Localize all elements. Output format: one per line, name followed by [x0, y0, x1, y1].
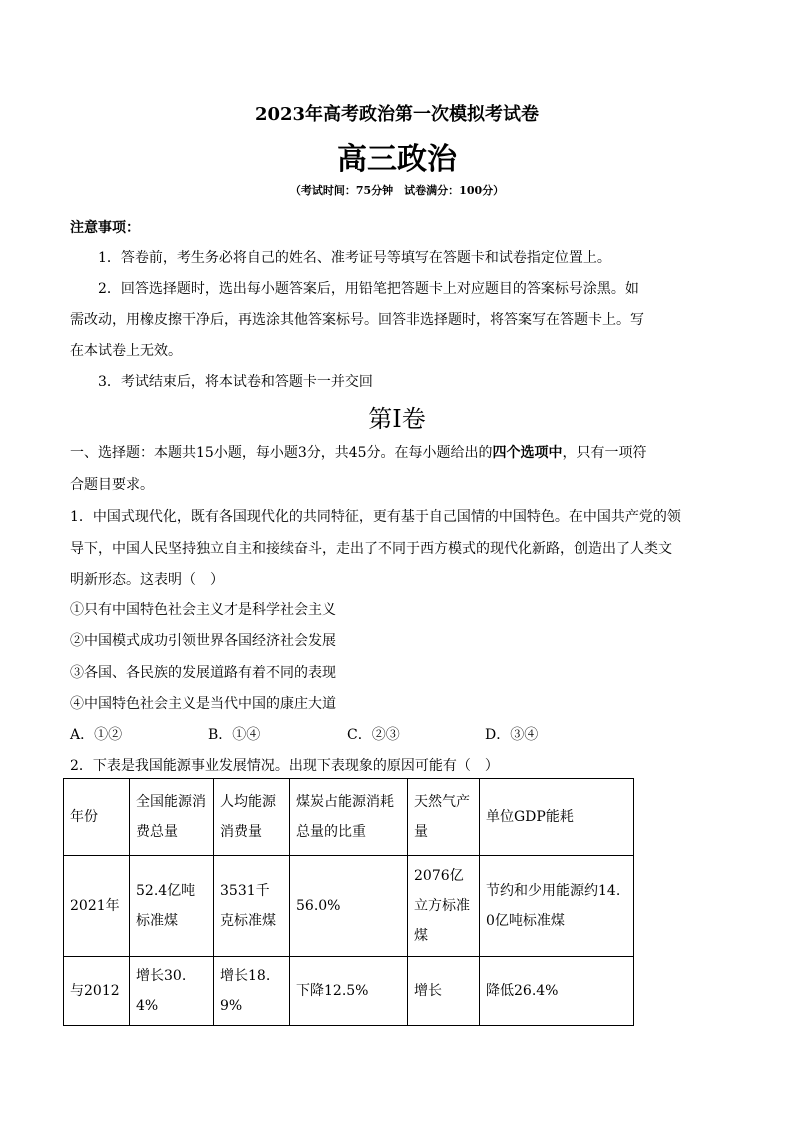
part-title: 第Ⅰ卷 [368, 405, 426, 433]
q1-option-4: ④中国特色社会主义是当代中国的康庄大道 [70, 696, 336, 712]
q1-choice-d: D．③④ [485, 727, 539, 743]
table-cell: 2021年 [64, 856, 130, 957]
table-cell: 降低26.4% [480, 957, 634, 1026]
section-intro-post: ，只有一项符 [562, 445, 647, 461]
q1-option-2: ②中国模式成功引领世界各国经济社会发展 [70, 633, 336, 649]
table-cell: 增长18.9% [214, 957, 290, 1026]
table-cell: 增长30.4% [130, 957, 214, 1026]
q1-stem-line-2: 导下，中国人民坚持独立自主和接续奋斗，走出了不同于西方模式的现代化新路，创造出了人类文 [70, 541, 672, 557]
subject-title: 高三政治 [337, 142, 457, 177]
q1-choice-c: C．②③ [347, 727, 400, 743]
table-header-cell: 全国能源消费总量 [130, 779, 214, 856]
table-cell: 3531千克标准煤 [214, 856, 290, 957]
table-cell: 2076亿立方标准煤 [408, 856, 480, 957]
section-intro-line-2: 合题目要求。 [70, 477, 154, 493]
note-item-2-line-3: 在本试卷上无效。 [70, 343, 182, 359]
table-header-cell: 单位GDP能耗 [480, 779, 634, 856]
q1-stem-line-3: 明新形态。这表明（ ） [70, 572, 224, 588]
table-cell: 56.0% [290, 856, 408, 957]
q1-stem-line-1: 1．中国式现代化，既有各国现代化的共同特征，更有基于自己国情的中国特色。在中国共产党的领 [70, 509, 681, 525]
table-cell: 与2012 [64, 957, 130, 1026]
table-header-cell: 年份 [64, 779, 130, 856]
exam-title: 2023年高考政治第一次模拟考试卷 [254, 104, 540, 125]
q1-option-3: ③各国、各民族的发展道路有着不同的表现 [70, 665, 336, 681]
energy-table [63, 778, 634, 1026]
section-intro-line-1 [70, 444, 647, 462]
table-row [64, 957, 634, 1026]
q2-stem: 2．下表是我国能源事业发展情况。出现下表现象的原因可能有（ ） [70, 758, 499, 774]
q1-option-1: ①只有中国特色社会主义才是科学社会主义 [70, 602, 336, 618]
table-cell: 下降12.5% [290, 957, 408, 1026]
table-row [64, 856, 634, 957]
table-header-cell: 人均能源消费量 [214, 779, 290, 856]
note-item-3: 3．考试结束后，将本试卷和答题卡一并交回 [98, 374, 373, 390]
section-intro-bold: 四个选项中 [492, 445, 563, 461]
table-cell: 增长 [408, 957, 480, 1026]
note-item-2-line-1: 2．回答选择题时，选出每小题答案后，用铅笔把答题卡上对应题目的答案标号涂黑。如 [98, 281, 639, 297]
q1-choice-a: A．①② [70, 727, 123, 743]
table-header-cell: 煤炭占能源消耗总量的比重 [290, 779, 408, 856]
table-cell: 52.4亿吨标准煤 [130, 856, 214, 957]
table-cell: 节约和少用能源约14.0亿吨标准煤 [480, 856, 634, 957]
q1-choice-b: B．①④ [208, 727, 261, 743]
exam-meta: （考试时间：75分钟 试卷满分：100分） [289, 184, 505, 197]
note-item-2-line-2: 需改动，用橡皮擦干净后，再选涂其他答案标号。回答非选择题时，将答案写在答题卡上。写 [70, 312, 644, 328]
table-header-row [64, 779, 634, 856]
note-item-1: 1．答卷前，考生务必将自己的姓名、准考证号等填写在答题卡和试卷指定位置上。 [98, 250, 611, 266]
notes-heading: 注意事项： [70, 220, 140, 236]
table-header-cell: 天然气产量 [408, 779, 480, 856]
section-intro-pre: 一、选择题：本题共15小题，每小题3分，共45分。在每小题给出的 [70, 445, 493, 461]
